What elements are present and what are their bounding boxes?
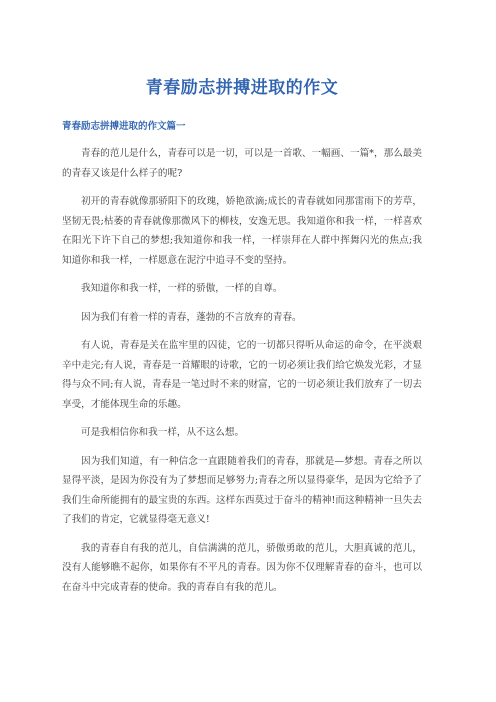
section-heading: 青春励志拼搏进取的作文篇一	[62, 121, 186, 132]
paragraph: 因为我们知道，有一种信念一直跟随着我们的青春，那就是—梦想。青春之所以显得平淡，是因为你没有为了梦想而足够努力;青春之所以显得豪华，是因为它给予了我们生命所能拥有的最宝贵的东西。这样东西莫过于奋斗的精神!而这种精神一旦失去了我们的肯定，它就显得毫无意义!	[62, 455, 422, 525]
paragraph: 我知道你和我一样，一样的骄傲，一样的自尊。	[81, 283, 283, 294]
paragraph: 初开的青春就像那骄阳下的玫瑰，娇艳欲滴;成长的青春就如同那雷雨下的芳草，坚韧无畏;枯萎的青春就像那微风下的柳枝，安逸无思。我知道你和我一样，一样喜欢在阳光下许下自己的梦想;我知道你和我一样，一样崇拜在人群中挥舞闪光的焦点;我知道你和我一样，一样愿意在泥泞中追寻不变的坚持。	[62, 196, 422, 266]
paragraph: 我的青春自有我的范儿，自信满满的范儿，骄傲勇敢的范儿，大胆真诚的范儿，没有人能够瞧不起你，如果你有不平凡的青春。因为你不仅理解青春的奋斗，也可以在奋斗中完成青春的使命。我的青春自有我的范儿。	[62, 542, 422, 593]
paragraph: 可是我相信你和我一样，从不这么想。	[81, 427, 245, 438]
document-title: 青春励志拼搏进取的作文	[145, 78, 339, 98]
document-body	[62, 144, 422, 597]
paragraph: 青春的范儿是什么，青春可以是一切，可以是一首歌、一幅画、一篇*，那么最美的青春又该是什么样子的呢?	[62, 148, 422, 179]
paragraph: 因为我们有着一样的青春，蓬勃的不言放弃的青春。	[81, 311, 302, 323]
paragraph: 有人说，青春是关在监牢里的囚徒，它的一切都只得听从命运的命令，在平淡艰辛中走完;有人说，青春是一首耀眼的诗歌，它的一切必须让我们给它焕发光彩，才显得与众不同;有人说，青春是一笔过时不来的财富，它的一切必须让我们放弃了一切去享受，才能体现生命的乐趣。	[62, 340, 422, 410]
